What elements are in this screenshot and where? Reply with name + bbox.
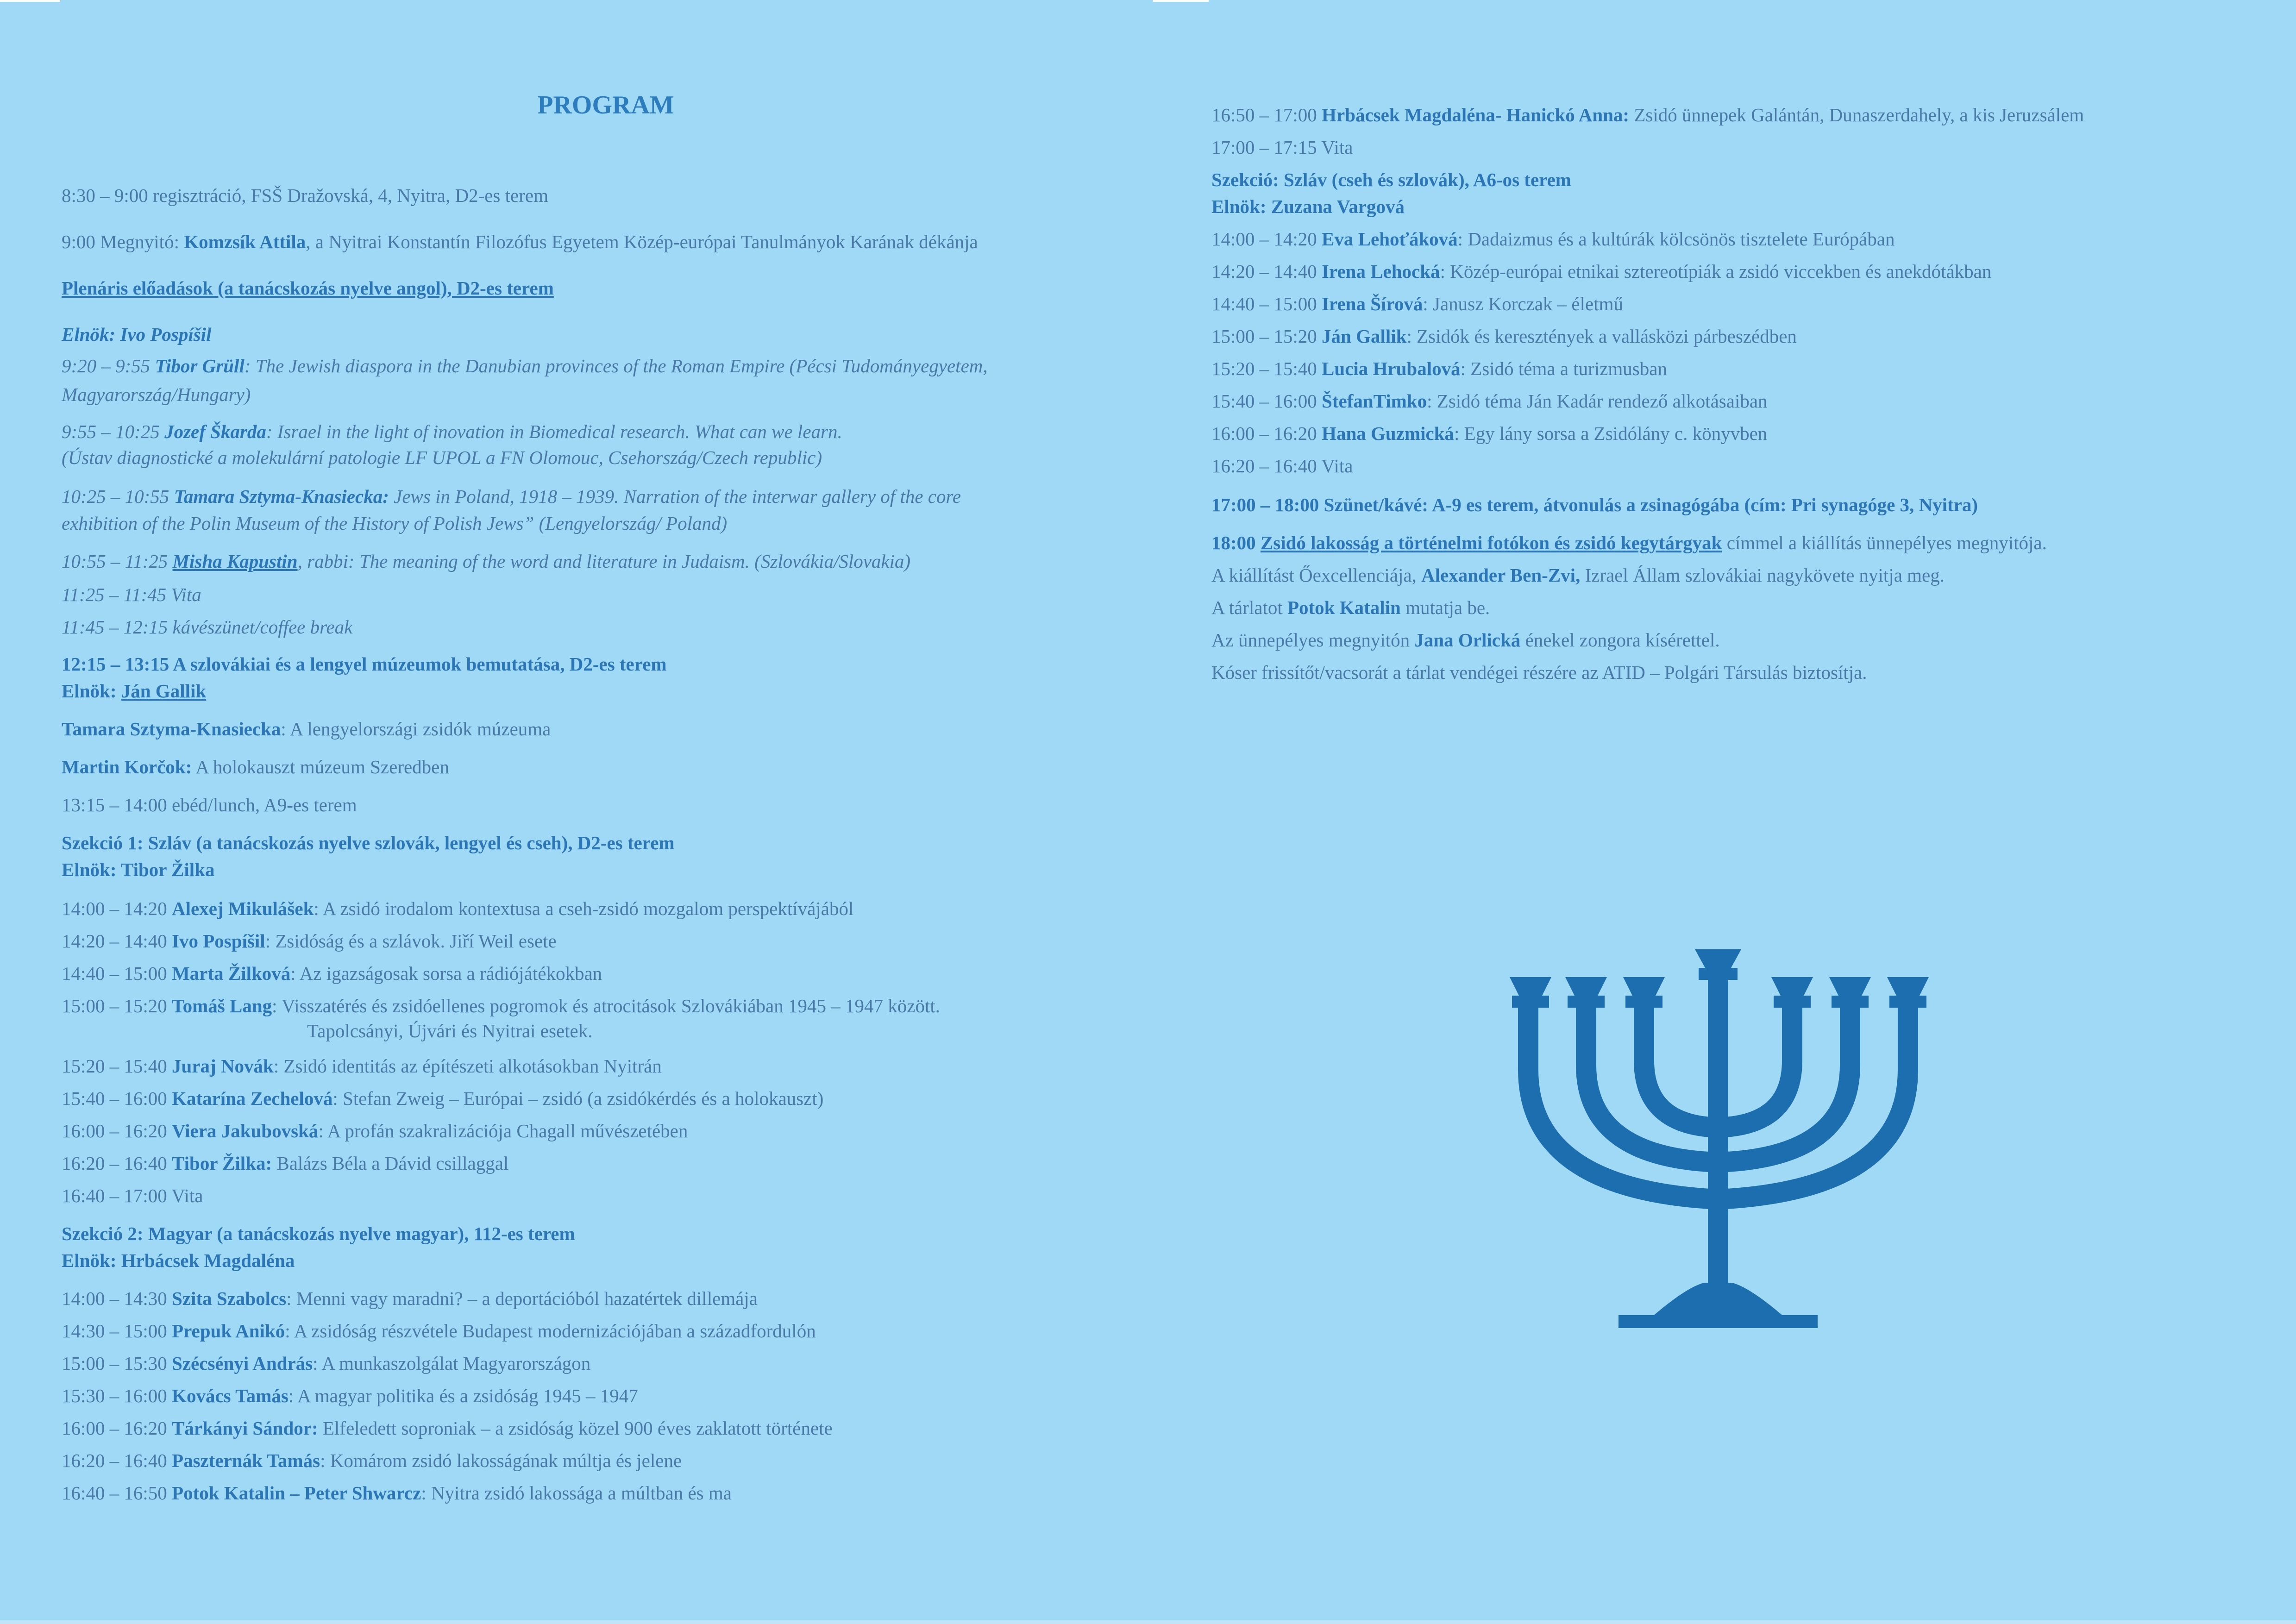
talk-line: 15:30 – 16:00 Kovács Tamás: A magyar politika és a zsidóság 1945 – 1947 [62,1385,638,1406]
talk-line: 16:40 – 16:50 Potok Katalin – Peter Shwarcz: Nyitra zsidó lakossága a múltban és ma [62,1482,732,1504]
talk-line: 15:20 – 15:40 Juraj Novák: Zsidó identitás az építészeti alkotásokban Nyitrán [62,1055,662,1077]
talk-line-cont: Magyarország/Hungary) [62,384,251,405]
top-edge-mark [1153,0,1209,2]
section-heading: Szekció 1: Szláv (a tanácskozás nyelve szlovák, lengyel és cseh), D2-es terem [62,832,675,853]
chair-line: Elnök: Ivo Pospíšil [62,324,212,345]
plenary-heading: Plenáris előadások (a tanácskozás nyelve angol), D2-es terem [62,277,554,299]
chair-line: Elnök: Ján Gallik [62,680,207,702]
schedule-line: 16:20 – 16:40 Vita [1211,455,1353,477]
talk-line: 16:20 – 16:40 Paszternák Tamás: Komárom zsidó lakosságának múltja és jelene [62,1450,682,1471]
exhibition-line: 18:00 Zsidó lakosság a történelmi fotókon és zsidó kegytárgyak címmel a kiállítás ünnepélyes megnyitója. [1211,532,2047,553]
bottom-edge [0,1620,2296,1624]
talk-line: 15:00 – 15:20 Ján Gallik: Zsidók és keresztények a vallásközi párbeszédben [1211,326,1797,347]
talk-line: 15:20 – 15:40 Lucia Hrubalová: Zsidó téma a turizmusban [1211,358,1667,379]
talk-line: 14:00 – 14:20 Alexej Mikulášek: A zsidó irodalom kontextusa a cseh-zsidó mozgalom perspektívájából [62,898,854,919]
exhibition-line: Az ünnepélyes megnyitón Jana Orlická énekel zongora kísérettel. [1211,629,1720,651]
schedule-line: 11:25 – 11:45 Vita [62,584,201,605]
section-heading: Szekció: Szláv (cseh és szlovák), A6-os terem [1211,169,1571,190]
talk-line: 16:00 – 16:20 Hana Guzmická: Egy lány sorsa a Zsidólány c. könyvben [1211,423,1768,444]
registration-line: 8:30 – 9:00 regisztráció, FSŠ Dražovská, 4, Nyitra, D2-es terem [62,185,548,206]
chair-line: Elnök: Zuzana Vargová [1211,196,1405,217]
talk-line: 16:50 – 17:00 Hrbácsek Magdaléna- Hanickó Anna: Zsidó ünnepek Galántán, Dunaszerdahely, a kis Jeruzsálem [1211,104,2084,125]
talk-line: 14:30 – 15:00 Prepuk Anikó: A zsidóság részvétele Budapest modernizációjában a századfordulón [62,1320,816,1342]
talk-line: 16:00 – 16:20 Viera Jakubovská: A profán szakralizációja Chagall művészetében [62,1120,688,1141]
exhibition-line: Kóser frissítőt/vacsorát a tárlat vendégei részére az ATID – Polgári Társulás biztosítja. [1211,662,1867,683]
opening-line: 9:00 Megnyitó: Komzsík Attila, a Nyitrai Konstantín Filozófus Egyetem Közép-európai Tanulmányok Karának dékánja [62,231,978,252]
talk-line-cont: exhibition of the Polin Museum of the History of Polish Jews” (Lengyelország/ Poland) [62,513,728,534]
talk-line: Tamara Sztyma-Knasiecka: A lengyelországi zsidók múzeuma [62,718,551,740]
talk-line: 14:00 – 14:20 Eva Lehoťáková: Dadaizmus és a kultúrák kölcsönös tisztelete Európában [1211,228,1895,250]
talk-line: 10:55 – 11:25 Misha Kapustin, rabbi: The meaning of the word and literature in Judaism. (Szlovákia/Slovakia) [62,551,911,572]
page-title: PROGRAM [537,91,674,119]
schedule-line: 13:15 – 14:00 ebéd/lunch, A9-es terem [62,794,357,815]
talk-line: 16:00 – 16:20 Tárkányi Sándor: Elfeledett soproniak – a zsidóság közel 900 éves zaklatott története [62,1417,833,1439]
talk-line: 14:20 – 14:40 Irena Lehocká: Közép-európai etnikai sztereotípiák a zsidó viccekben és anekdótákban [1211,261,1992,282]
talk-line: 15:40 – 16:00 Katarína Zechelová: Stefan Zweig – Európai – zsidó (a zsidókérdés és a holokauszt) [62,1088,824,1109]
talk-line: 14:20 – 14:40 Ivo Pospíšil: Zsidóság és a szlávok. Jiří Weil esete [62,930,557,952]
exhibition-line: A tárlatot Potok Katalin mutatja be. [1211,597,1490,618]
menorah-icon [1510,949,1936,1338]
chair-line: Elnök: Hrbácsek Magdaléna [62,1250,295,1271]
schedule-line: 11:45 – 12:15 kávészünet/coffee break [62,616,353,638]
talk-line: 14:00 – 14:30 Szita Szabolcs: Menni vagy maradni? – a deportációból hazatértek dillemája [62,1288,758,1309]
talk-line: 9:20 – 9:55 Tibor Grüll: The Jewish diaspora in the Danubian provinces of the Roman Empire (Pécsi Tudományegyetem, [62,355,988,376]
section-heading: 17:00 – 18:00 Szünet/kávé: A-9 es terem, átvonulás a zsinagógába (cím: Pri synagóge 3, Nyitra) [1211,494,1978,515]
talk-line: 14:40 – 15:00 Irena Šírová: Janusz Korczak – életmű [1211,293,1623,314]
section-heading: Szekció 2: Magyar (a tanácskozás nyelve magyar), 112-es terem [62,1223,575,1244]
schedule-line: 17:00 – 17:15 Vita [1211,137,1353,158]
exhibition-line: A kiállítást Őexcellenciája, Alexander Ben-Zvi, Izrael Állam szlovákiai nagykövete nyitja meg. [1211,564,1945,586]
talk-line-cont: Tapolcsányi, Újvári és Nyitrai esetek. [307,1020,593,1041]
talk-line: 15:40 – 16:00 ŠtefanTimko: Zsidó téma Ján Kadár rendező alkotásaiban [1211,390,1768,412]
schedule-line: 16:40 – 17:00 Vita [62,1185,203,1206]
talk-line: 15:00 – 15:20 Tomáš Lang: Visszatérés és zsidóellenes pogromok és atrocitások Szlovákiában 1945 – 1947 között. [62,995,940,1016]
section-heading: 12:15 – 13:15 A szlovákiai és a lengyel múzeumok bemutatása, D2-es terem [62,653,667,675]
talk-line-cont: (Ústav diagnostické a molekulární patologie LF UPOL a FN Olomouc, Csehország/Czech republic) [62,447,822,468]
talk-line: 16:20 – 16:40 Tibor Žilka: Balázs Béla a Dávid csillaggal [62,1153,509,1174]
top-edge-mark [0,0,60,2]
talk-line: Martin Korčok: A holokauszt múzeum Szeredben [62,756,449,778]
talk-line: 10:25 – 10:55 Tamara Sztyma-Knasiecka: Jews in Poland, 1918 – 1939. Narration of the interwar gallery of the core [62,486,961,507]
talk-line: 15:00 – 15:30 Szécsényi András: A munkaszolgálat Magyarországon [62,1353,591,1374]
talk-line: 9:55 – 10:25 Jozef Škarda: Israel in the light of inovation in Biomedical research. What can we learn. [62,421,842,442]
talk-line: 14:40 – 15:00 Marta Žilková: Az igazságosak sorsa a rádiójátékokban [62,963,602,984]
chair-line: Elnök: Tibor Žilka [62,859,215,880]
